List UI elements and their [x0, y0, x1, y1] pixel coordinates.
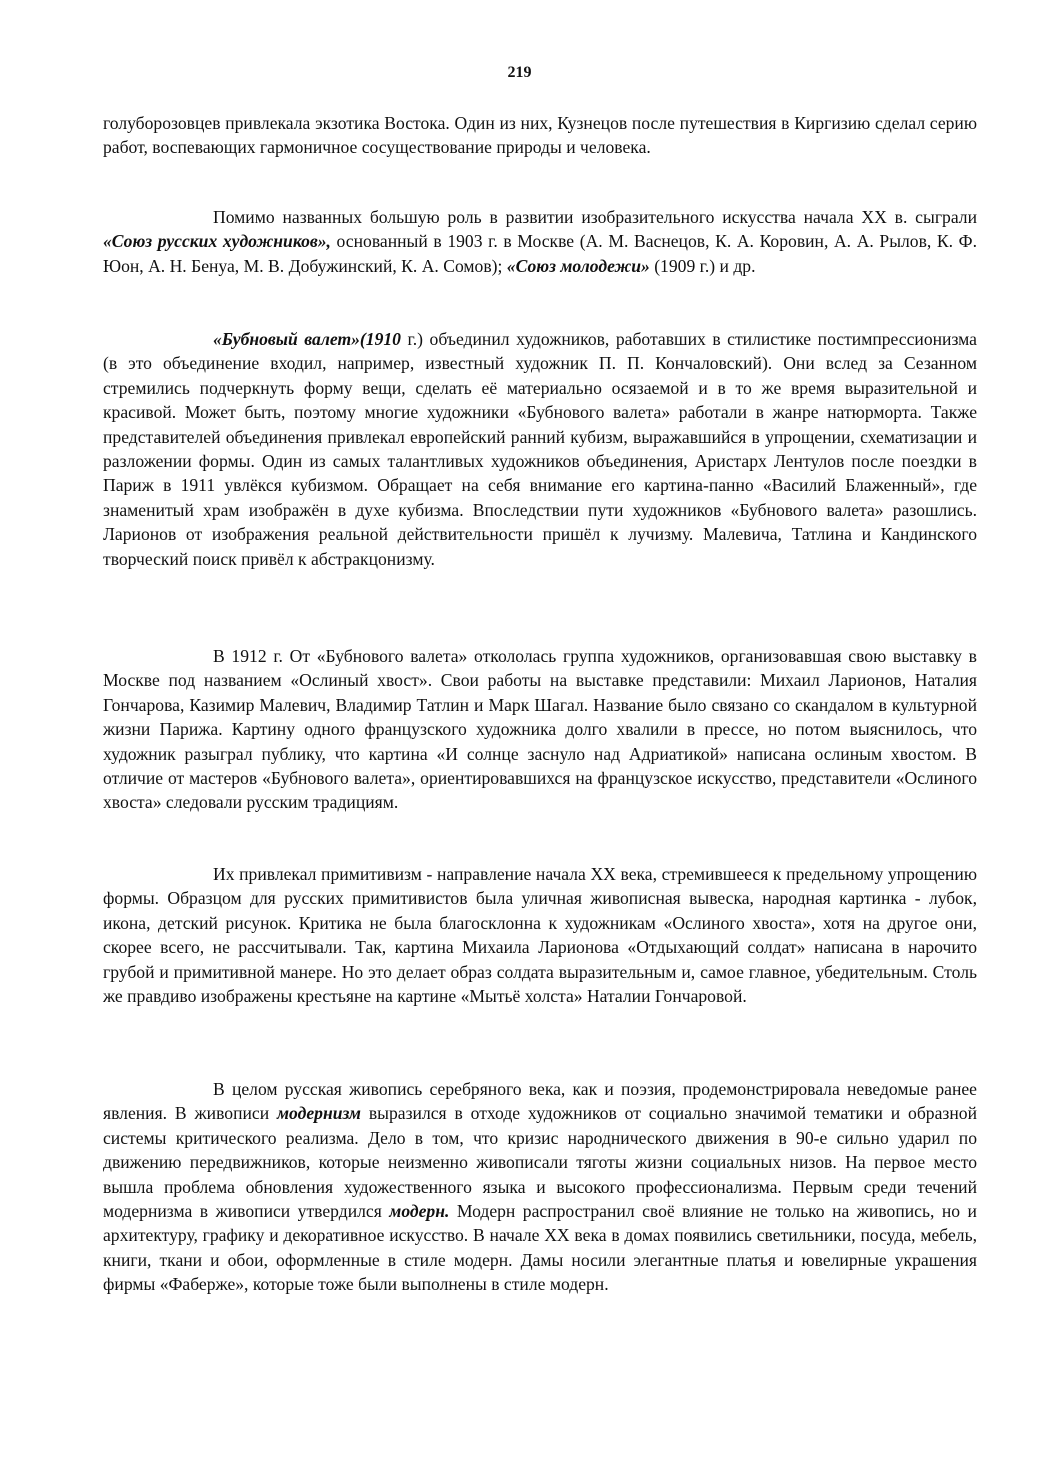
paragraph-text: В 1912 г. От «Бубнового валета» откололась группа художников, организовавшая свою выставку в Москве под названием «Ослиный хвост». Свои работы на выставке представили: Михаил Ларионов, Наталия Гончарова, Казимир Малевич, Владимир Татлин и Марк Шагал. Название было связано со скандалом в культурной жизни Парижа. Картину одного французского художника долго хвалили в прессе, но потом выяснилось, что художник разыграл публику, что картина «И солнце заснуло над Адриатикой» написана ослиным хвостом. В отличие от мастеров «Бубнового валета», ориентировавшихся на французское искусство, представители «Ослиного хвоста» следовали русским традициям. [103, 646, 977, 813]
paragraph-kuznetsov [103, 111, 977, 160]
emphasis-soyuz-russkikh-khudozhnikov: «Союз русских художников», [103, 231, 331, 252]
paragraph-text: г.) объединил художников, работавших в стилистике постимпрессионизма (в это объединение входил, например, известный художник П. П. Кончаловский). Они вслед за Сезанном стремились подчеркнуть форму вещи, сделать её материально осязаемой и в то же время выразительной и красивой. Может быть, поэтому многие художники «Бубнового валета» работали в жанре натюрморта. Также представителей объединения привлекал европейский ранний кубизм, выражавшийся в упрощении, схематизации и разложении формы. Один из самых талантливых художников объединения, Аристарх Лентулов после поездки в Париж в 1911 увлёкся кубизмом. Обращает на себя внимание его картина-панно «Василий Блаженный», где знаменитый храм изображён в духе кубизма. Впоследствии пути художников «Бубнового валета» разошлись. Ларионов от изображения реальной действительности пришёл к лучизму. Малевича, Татлина и Кандинского творческий поиск привёл к абстракцонизму. [103, 329, 977, 569]
paragraph-text: Модерн распространил своё влияние не только на живопись, но и архитектуру, графику и декоративное искусство. В начале XX века в домах появились светильники, посуда, мебель, книги, ткани и обои, оформленные в стиле модерн. Дамы носили элегантные платья и ювелирные украшения фирмы «Фаберже», которые тоже были выполнены в стиле модерн. [103, 1201, 977, 1295]
page-number: 219 [507, 64, 532, 81]
paragraph-bubnovy-valet [103, 327, 977, 571]
paragraph-modernism [103, 1077, 977, 1297]
emphasis-modernizm: модернизм [277, 1103, 361, 1124]
paragraph-text: Их привлекал примитивизм - направление начала XX века, стремившееся к предельному упрощению формы. Образцом для русских примитивистов была уличная живописная вывеска, народная картинка - лубок, икона, детский рисунок. Критика не была благосклонна к художникам «Ослиного хвоста», хотя на другое они, скорее всего, не рассчитывали. Так, картина Михаила Ларионова «Отдыхающий солдат» написана в нарочито грубой и примитивной манере. Но это делает образ солдата выразительным и, самое главное, убедительным. Столь же правдиво изображены крестьяне на картине «Мытьё холста» Наталии Гончаровой. [103, 864, 977, 1007]
emphasis-modern: модерн. [389, 1201, 450, 1222]
paragraph-text: голуборозовцев привлекала экзотика Востока. Один из них, Кузнецов после путешествия в Киргизию сделал серию работ, воспевающих гармоничное сосуществование природы и человека. [103, 113, 977, 158]
paragraph-text: (1909 г.) и др. [649, 255, 756, 276]
paragraph-text: основанный в 1903 г. в Москве (А. М. Васнецов, К. А. Коровин, А. А. Рылов, К. Ф. Юон, А. Н. Бенуа, М. В. Добужинский, К. А. Сомов); [103, 231, 977, 276]
paragraph-text: выразился в отходе художников от социально значимой тематики и образной системы критического реализма. Дело в том, что кризис народнического движения в 90-е сильно ударил по движению передвижников, которые неизменно живописали тяготы жизни социальных низов. На первое место вышла проблема обновления художественного языка и высокого профессионализма. Первым среди течений модернизма в живописи утвердился [103, 1103, 977, 1222]
emphasis-bubnovy-valet: «Бубновый валет»(1910 [213, 329, 401, 349]
paragraph-oslinyi-khvost [103, 644, 977, 815]
paragraph-text: В целом русская живопись серебряного века, как и поэзия, продемонстрировала неведомые ранее явления. В живописи [103, 1079, 977, 1124]
paragraph-primitivism [103, 862, 977, 1008]
paragraph-artist-unions [103, 205, 977, 278]
emphasis-soyuz-molodezhi: «Союз молодежи» [506, 255, 650, 276]
paragraph-text: Помимо названных большую роль в развитии изобразительного искусства начала XX в. сыграли [213, 207, 977, 227]
